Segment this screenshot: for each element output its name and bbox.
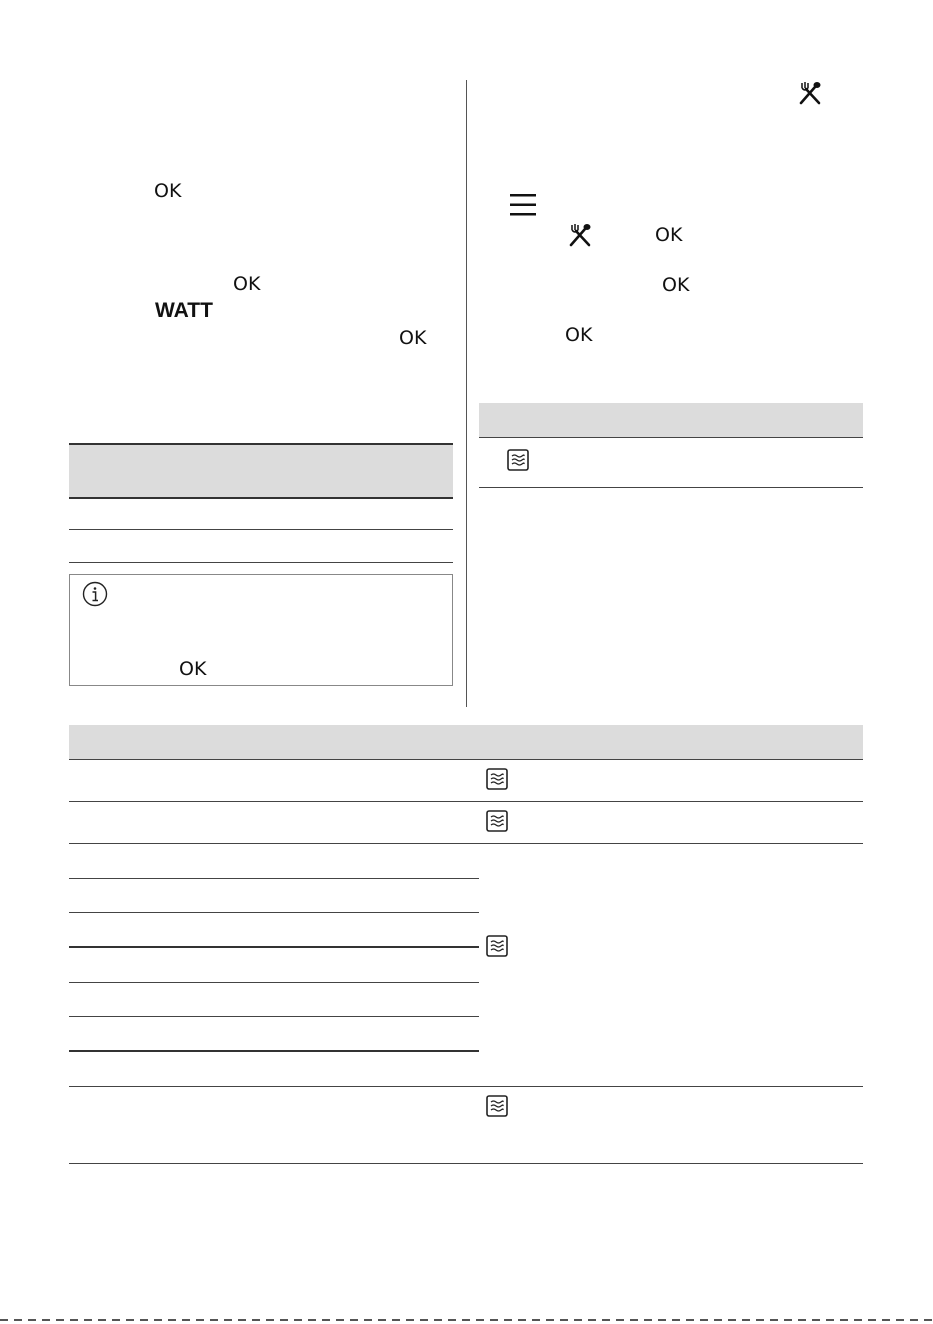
table-header: [69, 725, 863, 759]
ok-button-symbol: OK: [233, 273, 261, 295]
info-icon: [82, 581, 108, 607]
table-header-rule: [69, 759, 863, 760]
microwave-icon: [486, 935, 508, 957]
ok-button-symbol: OK: [662, 274, 690, 296]
ok-button-symbol: OK: [179, 658, 207, 680]
microwave-icon: [486, 810, 508, 832]
table-bottom-rule: [69, 1163, 863, 1164]
cutlery-icon: [567, 223, 593, 247]
table-row-rule: [69, 982, 479, 983]
page-bottom-dashes: [0, 1319, 933, 1321]
table-header-rule: [479, 437, 863, 438]
note-box: [69, 574, 453, 686]
table-row-rule: [69, 529, 453, 530]
table-row-rule: [479, 487, 863, 488]
microwave-icon: [507, 449, 529, 471]
table-row-rule: [69, 912, 479, 913]
menu-icon: [509, 193, 537, 217]
table-row-rule: [69, 946, 479, 948]
ok-button-symbol: OK: [565, 324, 593, 346]
ok-button-symbol: OK: [154, 180, 182, 202]
ok-button-symbol: OK: [399, 327, 427, 349]
watt-button-symbol: WATT: [155, 299, 213, 322]
microwave-icon: [486, 1095, 508, 1117]
table-header: [479, 403, 863, 437]
table-header: [69, 445, 453, 497]
cutlery-icon: [797, 81, 823, 105]
table-row-rule: [69, 1016, 479, 1017]
table-header-rule: [69, 497, 453, 499]
table-row-rule: [69, 562, 453, 563]
table-row-rule: [69, 801, 863, 802]
column-divider: [466, 80, 467, 707]
table-row-rule: [69, 843, 863, 844]
table-row-rule: [69, 1050, 479, 1052]
table-row-rule: [69, 1086, 863, 1087]
ok-button-symbol: OK: [655, 224, 683, 246]
table-row-rule: [69, 878, 479, 879]
microwave-icon: [486, 768, 508, 790]
